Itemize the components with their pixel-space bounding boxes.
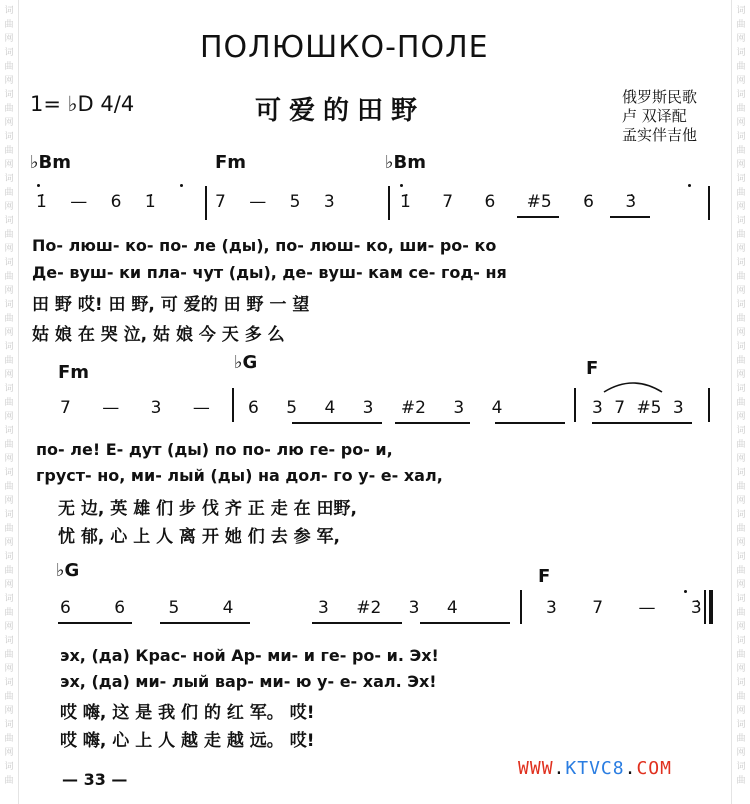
key-signature: 1= ♭D 4/4 bbox=[30, 92, 135, 116]
site-watermark bbox=[518, 758, 672, 779]
notes-measure: 3 7 — 3̇ bbox=[546, 598, 702, 618]
barline bbox=[388, 186, 390, 220]
side-watermark-char: 词 bbox=[4, 216, 14, 226]
barline bbox=[708, 388, 710, 422]
credit-accompaniment: 孟实伴吉他 bbox=[622, 126, 698, 144]
side-watermark-char: 曲 bbox=[4, 692, 14, 702]
watermark-char: O bbox=[648, 758, 661, 779]
notes-measure: 3 #2 3 4 bbox=[318, 598, 458, 618]
side-watermark-char: 词 bbox=[4, 6, 14, 16]
side-watermark-char: 词 bbox=[4, 720, 14, 730]
side-watermark-char: 曲 bbox=[736, 230, 746, 240]
beam bbox=[160, 622, 250, 624]
beam bbox=[517, 216, 559, 218]
beam bbox=[420, 622, 510, 624]
side-watermark-char: 曲 bbox=[4, 440, 14, 450]
side-watermark-char: 网 bbox=[4, 580, 14, 590]
lyric-line: 无 边, 英 雄 们 步 伐 齐 正 走 在 田野, bbox=[58, 499, 358, 519]
side-watermark-char: 曲 bbox=[4, 230, 14, 240]
side-watermark-char: 网 bbox=[736, 538, 746, 548]
side-watermark-char: 网 bbox=[736, 706, 746, 716]
octave-dot bbox=[37, 184, 40, 187]
watermark-char: V bbox=[589, 758, 601, 779]
credit-origin: 俄罗斯民歌 bbox=[622, 88, 698, 106]
octave-dot bbox=[180, 184, 183, 187]
side-watermark-char: 曲 bbox=[4, 650, 14, 660]
side-watermark-char: 网 bbox=[4, 748, 14, 758]
side-watermark-char: 曲 bbox=[4, 188, 14, 198]
side-watermark-char: 网 bbox=[736, 580, 746, 590]
octave-dot bbox=[684, 590, 687, 593]
side-watermark-char: 曲 bbox=[736, 314, 746, 324]
chord: F bbox=[586, 358, 599, 379]
side-watermark-char: 网 bbox=[736, 244, 746, 254]
side-watermark-char: 曲 bbox=[4, 524, 14, 534]
side-watermark-char: 网 bbox=[736, 118, 746, 128]
notes-measure: 7 — 3 — bbox=[60, 398, 210, 418]
side-watermark-char: 词 bbox=[736, 90, 746, 100]
notes-measure: 6 6 5 4 bbox=[60, 598, 234, 618]
side-watermark-char: 网 bbox=[4, 538, 14, 548]
side-watermark-char: 词 bbox=[4, 342, 14, 352]
side-watermark-char: 词 bbox=[4, 468, 14, 478]
side-watermark-char: 曲 bbox=[736, 104, 746, 114]
lyric-line: 哎 嗨, 心 上 人 越 走 越 远。 哎! bbox=[60, 731, 315, 751]
watermark-char: C bbox=[636, 758, 649, 779]
side-watermark-char: 曲 bbox=[736, 482, 746, 492]
beam bbox=[292, 422, 382, 424]
chord: Fm bbox=[215, 152, 247, 173]
side-watermark-char: 词 bbox=[736, 510, 746, 520]
notes-measure: 3 7 #5 3 bbox=[592, 398, 684, 418]
side-watermark-char: 词 bbox=[736, 384, 746, 394]
beam bbox=[495, 422, 565, 424]
side-watermark-char: 词 bbox=[736, 426, 746, 436]
side-watermark-char: 曲 bbox=[4, 608, 14, 618]
side-watermark-char: 曲 bbox=[736, 566, 746, 576]
side-watermark-char: 词 bbox=[4, 174, 14, 184]
lyric-line: груст- но, ми- лый (ды) на дол- го у- е- хал, bbox=[36, 466, 443, 485]
slur-tie bbox=[602, 378, 664, 394]
side-watermark-char: 曲 bbox=[736, 20, 746, 30]
side-watermark-char: 词 bbox=[736, 216, 746, 226]
side-watermark-char: 网 bbox=[736, 664, 746, 674]
chord: ♭Bm bbox=[385, 152, 426, 173]
side-watermark-char: 曲 bbox=[4, 272, 14, 282]
credit-translator: 卢 双译配 bbox=[622, 107, 687, 125]
chord: ♭G bbox=[234, 352, 258, 373]
credits bbox=[622, 88, 697, 145]
side-watermark-char: 词 bbox=[4, 384, 14, 394]
side-watermark-char: 曲 bbox=[736, 440, 746, 450]
side-watermark-char: 网 bbox=[4, 496, 14, 506]
side-watermark-char: 词 bbox=[736, 174, 746, 184]
side-watermark-char: 曲 bbox=[4, 482, 14, 492]
side-watermark-char: 曲 bbox=[4, 20, 14, 30]
side-watermark-char: 网 bbox=[4, 160, 14, 170]
watermark-char: . bbox=[553, 758, 566, 779]
side-watermark-char: 网 bbox=[736, 454, 746, 464]
barline bbox=[232, 388, 234, 422]
lyric-line: 田 野 哎! 田 野, 可 爱的 田 野 一 望 bbox=[32, 295, 310, 315]
side-watermark-char: 曲 bbox=[4, 566, 14, 576]
watermark-char: K bbox=[565, 758, 578, 779]
watermark-char: T bbox=[577, 758, 590, 779]
side-watermark-char: 曲 bbox=[736, 146, 746, 156]
side-watermark-char: 词 bbox=[4, 426, 14, 436]
side-watermark-char: 网 bbox=[736, 286, 746, 296]
side-watermark-char: 网 bbox=[736, 34, 746, 44]
side-watermark-char: 网 bbox=[4, 76, 14, 86]
watermark-char: W bbox=[541, 758, 554, 779]
barline bbox=[574, 388, 576, 422]
side-watermark-char: 词 bbox=[736, 258, 746, 268]
side-watermark-char: 词 bbox=[736, 678, 746, 688]
lyric-line: 哎 嗨, 这 是 我 们 的 红 军。 哎! bbox=[60, 703, 315, 723]
lyric-line: по- ле! Е- дут (ды) по по- лю ге- ро- и, bbox=[36, 440, 393, 459]
side-watermark-char: 网 bbox=[4, 622, 14, 632]
side-watermark-char: 词 bbox=[4, 132, 14, 142]
side-watermark-char: 网 bbox=[4, 328, 14, 338]
side-watermark-char: 词 bbox=[736, 6, 746, 16]
side-watermark-char: 网 bbox=[736, 370, 746, 380]
side-watermark-char: 曲 bbox=[4, 146, 14, 156]
side-watermark-char: 词 bbox=[4, 48, 14, 58]
side-watermark-char: 网 bbox=[736, 412, 746, 422]
side-watermark-char: 词 bbox=[736, 594, 746, 604]
beam bbox=[58, 622, 132, 624]
notes-measure: 7 — 5 3 bbox=[215, 192, 335, 212]
side-watermark-char: 网 bbox=[4, 286, 14, 296]
side-watermark-char: 词 bbox=[4, 90, 14, 100]
side-watermark-char: 曲 bbox=[736, 62, 746, 72]
lyric-line: эх, (да) ми- лый вар- ми- ю у- е- хал. Эх! bbox=[60, 672, 437, 691]
chord: ♭Bm bbox=[30, 152, 71, 173]
barline bbox=[205, 186, 207, 220]
side-watermark-char: 词 bbox=[4, 258, 14, 268]
chord: F bbox=[538, 566, 551, 587]
side-watermark-char: 网 bbox=[736, 622, 746, 632]
watermark-char: . bbox=[624, 758, 637, 779]
final-barline bbox=[704, 590, 706, 624]
song-subtitle: 可爱的田野 bbox=[255, 96, 426, 126]
side-watermark-char: 词 bbox=[736, 636, 746, 646]
side-watermark-char: 曲 bbox=[4, 398, 14, 408]
side-watermark-char: 曲 bbox=[736, 356, 746, 366]
chord: ♭G bbox=[56, 560, 80, 581]
song-title: ПОЛЮШКО-ПОЛЕ bbox=[200, 30, 489, 65]
side-watermark-char: 词 bbox=[4, 552, 14, 562]
side-watermark-char: 词 bbox=[4, 300, 14, 310]
octave-dot bbox=[688, 184, 691, 187]
watermark-char: W bbox=[529, 758, 542, 779]
side-watermark-char: 曲 bbox=[4, 356, 14, 366]
side-watermark-char: 词 bbox=[4, 636, 14, 646]
beam bbox=[312, 622, 402, 624]
notes-measure: 1̇ 7 6 #5 6 3̇ bbox=[400, 192, 637, 212]
side-watermark-char: 词 bbox=[736, 342, 746, 352]
notes-measure: 6 5 4 3 #2 3 4 bbox=[248, 398, 503, 418]
lyric-line: 忧 郁, 心 上 人 离 开 她 们 去 参 军, bbox=[58, 527, 341, 547]
side-watermark-char: 词 bbox=[4, 510, 14, 520]
side-watermark-char: 曲 bbox=[736, 776, 746, 786]
side-watermark-char: 网 bbox=[4, 454, 14, 464]
side-watermark-char: 词 bbox=[736, 720, 746, 730]
side-watermark-char: 网 bbox=[4, 412, 14, 422]
side-watermark-char: 词 bbox=[736, 468, 746, 478]
side-watermark-char: 曲 bbox=[4, 776, 14, 786]
octave-dot bbox=[400, 184, 403, 187]
barline bbox=[520, 590, 522, 624]
side-watermark-char: 曲 bbox=[736, 398, 746, 408]
side-watermark-char: 网 bbox=[736, 328, 746, 338]
beam bbox=[592, 422, 692, 424]
page-number: — 33 — bbox=[62, 770, 128, 789]
side-watermark-char: 网 bbox=[736, 160, 746, 170]
lyric-line: 姑 娘 在 哭 泣, 姑 娘 今 天 多 么 bbox=[32, 325, 285, 345]
side-watermark-char: 网 bbox=[4, 244, 14, 254]
watermark-char: W bbox=[518, 758, 530, 779]
side-watermark-char: 网 bbox=[736, 748, 746, 758]
side-watermark-char: 曲 bbox=[4, 314, 14, 324]
barline bbox=[708, 186, 710, 220]
lyric-line: эх, (да) Крас- ной Ар- ми- и ге- ро- и. Эх! bbox=[60, 646, 439, 665]
side-watermark-char: 曲 bbox=[736, 692, 746, 702]
side-watermark-char: 曲 bbox=[4, 62, 14, 72]
side-watermark-char: 网 bbox=[736, 202, 746, 212]
side-watermark-char: 网 bbox=[4, 706, 14, 716]
side-watermark-char: 网 bbox=[4, 202, 14, 212]
side-watermark-char: 词 bbox=[736, 552, 746, 562]
side-watermark-char: 曲 bbox=[736, 608, 746, 618]
notes-measure: 1̇ — 6 1̇ bbox=[36, 192, 156, 212]
side-watermark-char: 词 bbox=[4, 594, 14, 604]
chord: Fm bbox=[58, 362, 90, 383]
side-watermark-char: 网 bbox=[736, 496, 746, 506]
watermark-char: 8 bbox=[612, 758, 625, 779]
side-watermark-char: 曲 bbox=[736, 734, 746, 744]
lyric-line: Де- вуш- ки пла- чут (ды), де- вуш- кам се- год- ня bbox=[32, 263, 507, 282]
side-watermark-char: 曲 bbox=[736, 272, 746, 282]
side-watermark-char: 词 bbox=[736, 300, 746, 310]
side-watermark-char: 词 bbox=[736, 132, 746, 142]
side-watermark-char: 词 bbox=[4, 762, 14, 772]
side-watermark-char: 曲 bbox=[4, 104, 14, 114]
side-watermark-char: 网 bbox=[4, 664, 14, 674]
side-watermark-char: 曲 bbox=[4, 734, 14, 744]
side-watermark-char: 曲 bbox=[736, 650, 746, 660]
side-watermark-char: 词 bbox=[4, 678, 14, 688]
side-watermark-char: 曲 bbox=[736, 524, 746, 534]
final-barline-thick bbox=[709, 590, 713, 624]
watermark-char: C bbox=[600, 758, 613, 779]
beam bbox=[610, 216, 650, 218]
side-watermark-char: 词 bbox=[736, 762, 746, 772]
watermark-char: M bbox=[660, 758, 672, 779]
side-watermark-char: 网 bbox=[4, 118, 14, 128]
lyric-line: По- люш- ко- по- ле (ды), по- люш- ко, ши- ро- ко bbox=[32, 236, 497, 255]
side-watermark-char: 网 bbox=[4, 370, 14, 380]
side-watermark-char: 网 bbox=[4, 34, 14, 44]
side-watermark-char: 网 bbox=[736, 76, 746, 86]
side-watermark-char: 曲 bbox=[736, 188, 746, 198]
side-watermark-char: 词 bbox=[736, 48, 746, 58]
beam bbox=[395, 422, 470, 424]
